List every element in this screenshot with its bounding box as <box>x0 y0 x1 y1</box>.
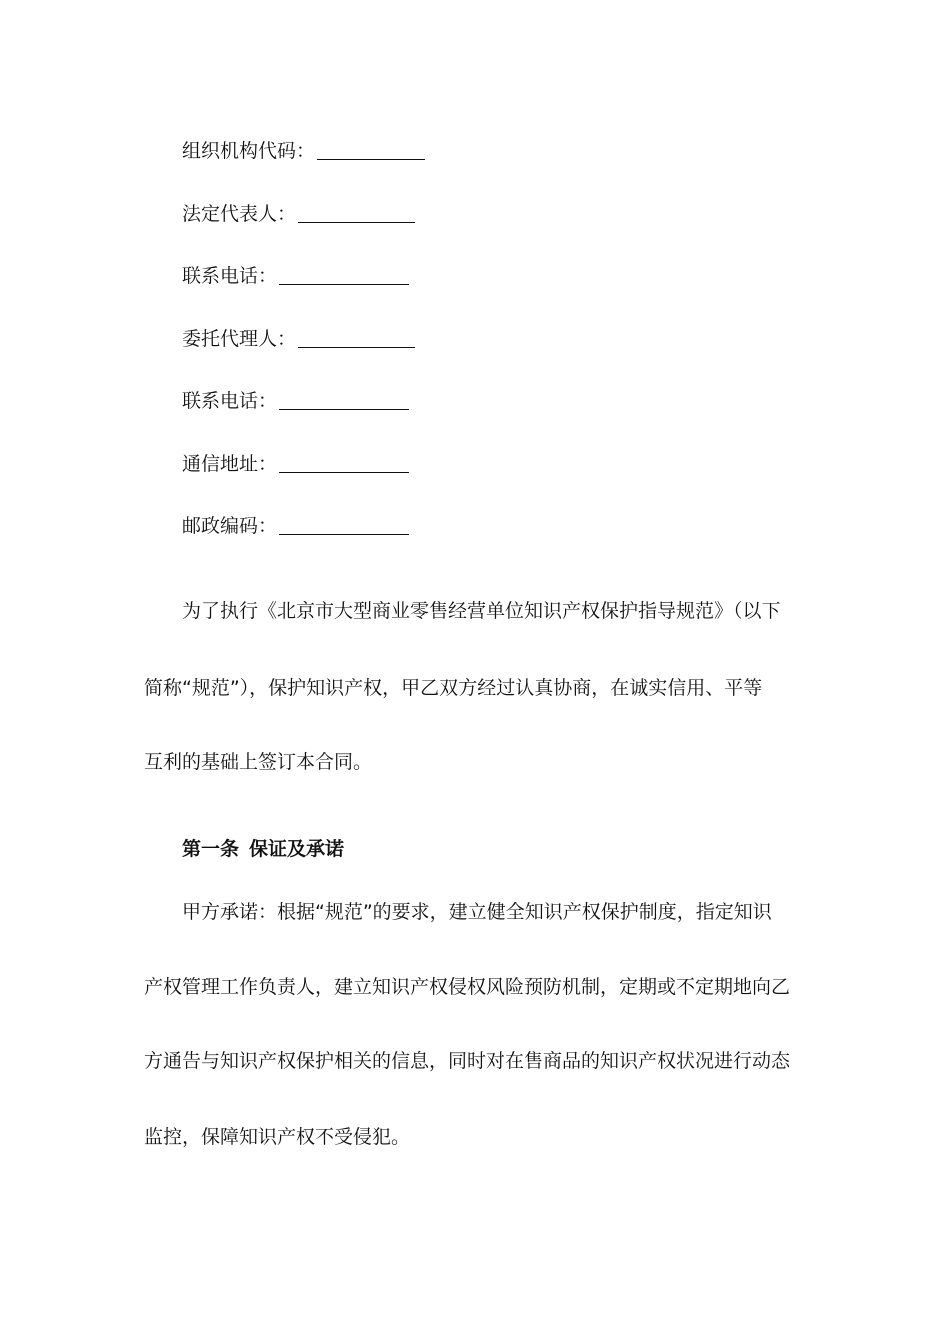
article-1-line-4: 监控，保障知识产权不受侵犯。 <box>144 1126 411 1148</box>
org-code-field <box>182 136 425 164</box>
phone-blank-2[interactable] <box>279 389 409 410</box>
postcode-field <box>182 511 409 539</box>
phone-blank-1[interactable] <box>279 264 409 285</box>
postcode-blank[interactable] <box>279 514 409 535</box>
field-label: 通信地址： <box>182 453 278 475</box>
field-label: 组织机构代码： <box>182 140 316 162</box>
agent-field <box>182 324 415 352</box>
article-1-heading <box>182 836 344 862</box>
agent-blank[interactable] <box>298 327 415 348</box>
article-1-line-1: 甲方承诺：根据“规范”的要求，建立健全知识产权保护制度，指定知识 <box>182 901 772 923</box>
article-1-line-2: 产权管理工作负责人，建立知识产权侵权风险预防机制，定期或不定期地向乙 <box>144 976 791 998</box>
legal-rep-blank[interactable] <box>298 202 415 223</box>
article-number: 第一条 <box>182 838 240 860</box>
phone-field-2 <box>182 386 409 414</box>
address-blank[interactable] <box>279 452 409 473</box>
field-label: 联系电话： <box>182 390 278 412</box>
field-label: 委托代理人： <box>182 328 297 350</box>
field-label: 邮政编码： <box>182 515 278 537</box>
article-1-line-3: 方通告与知识产权保护相关的信息，同时对在售商品的知识产权状况进行动态 <box>144 1050 791 1072</box>
intro-line-3: 互利的基础上签订本合同。 <box>144 751 373 773</box>
legal-rep-field <box>182 199 415 227</box>
article-title: 保证及承诺 <box>249 838 345 860</box>
intro-line-2: 简称“规范”），保护知识产权，甲乙双方经过认真协商，在诚实信用、平等 <box>144 677 763 699</box>
phone-field-1 <box>182 261 409 289</box>
address-field <box>182 449 409 477</box>
intro-line-1: 为了执行《北京市大型商业零售经营单位知识产权保护指导规范》（以下 <box>182 600 781 622</box>
field-label: 联系电话： <box>182 265 278 287</box>
org-code-blank[interactable] <box>317 139 425 160</box>
field-label: 法定代表人： <box>182 203 297 225</box>
